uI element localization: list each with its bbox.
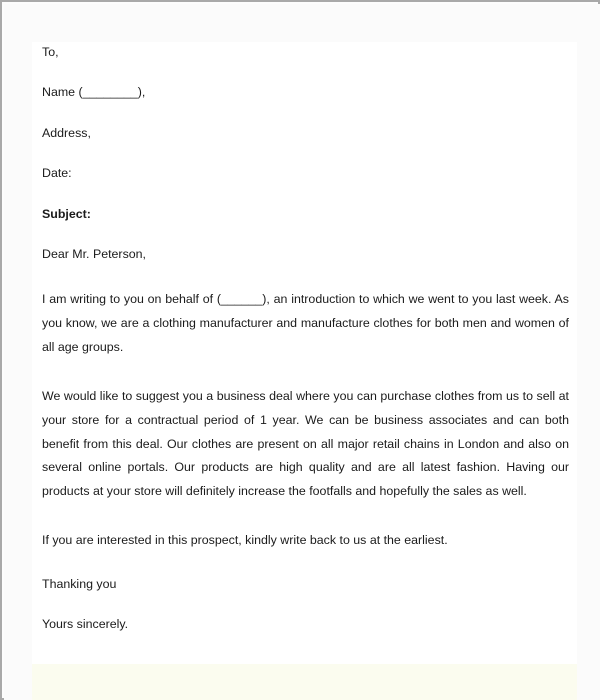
- recipient-name-field: Name (________),: [42, 85, 146, 100]
- subject-label: Subject:: [42, 206, 91, 221]
- date-label: Date:: [42, 166, 72, 181]
- letter-body: [42, 46, 569, 659]
- valediction-line: Yours sincerely.: [42, 617, 129, 632]
- thanking-line: Thanking you: [42, 576, 117, 591]
- closing-request-line: If you are interested in this prospect, kindly write back to us at the earliest.: [42, 532, 448, 547]
- salutation: Dear Mr. Peterson,: [42, 247, 146, 262]
- body-paragraph-1: I am writing to you on behalf of (______), an introduction to which we went to you last week. As you know, we are a clothing manufacturer and manufacture clothes for both men and women of all age groups.: [42, 292, 569, 355]
- recipient-to-label: To,: [42, 45, 59, 59]
- body-paragraph-2: We would like to suggest you a business deal where you can purchase clothes from us to sell at your store for a contractual period of 1 year. We can be business associates and can both benefit from this deal. Our clothes are present on all major retail chains in London and also on several online portals. Our products are high quality and are all latest fashion. Having our products at your store will definitely increase the footfalls and hopefully the sales as well.: [42, 388, 569, 499]
- recipient-address-label: Address,: [42, 125, 91, 140]
